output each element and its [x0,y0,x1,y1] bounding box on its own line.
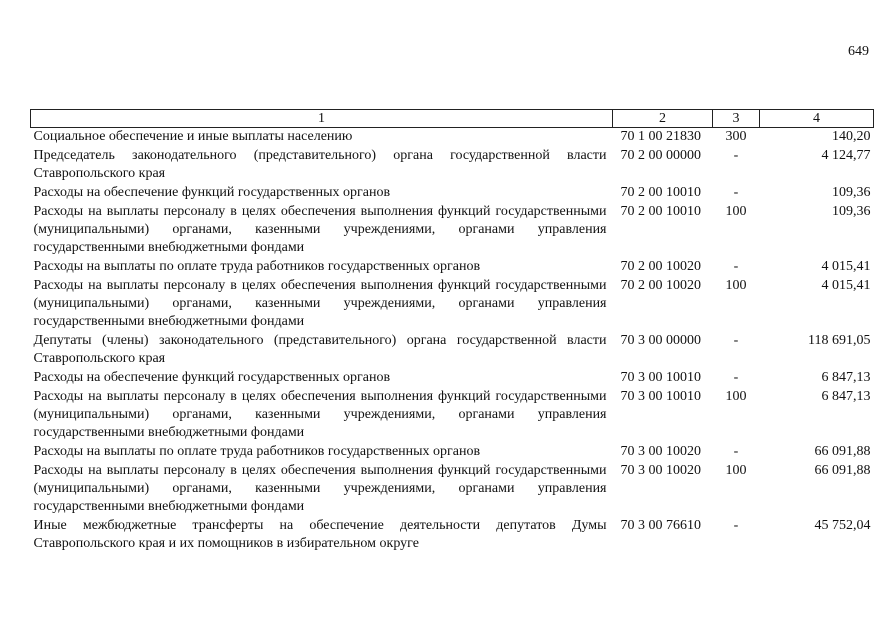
row-code: 70 2 00 10020 [620,278,701,293]
row-name: Расходы на выплаты по оплате труда работников государственных органов [33,444,481,459]
row-sum: 6 847,13 [821,389,871,404]
table-header [31,110,874,128]
row-name: Расходы на выплаты персоналу в целях обеспечения выполнения функций государственными (муниципальными) органами, казенными учреждениями, органами управления государственными внебюджетными фондами [33,204,607,255]
row-type: 100 [725,389,747,404]
page-number: 649 [848,44,869,59]
row-code: 70 2 00 10020 [620,259,701,274]
table-row [31,203,874,258]
row-sum: 109,36 [832,185,871,200]
row-sum: 118 691,05 [808,333,871,348]
row-type: - [733,518,739,533]
row-code: 70 3 00 10010 [620,370,701,385]
table-row [31,443,874,462]
table-row [31,462,874,517]
row-code: 70 1 00 21830 [620,129,701,144]
table-row [31,147,874,184]
row-code: 70 2 00 10010 [620,204,701,219]
row-type: 100 [725,463,747,478]
row-sum: 6 847,13 [821,370,871,385]
row-type: - [733,148,739,163]
table-row [31,369,874,388]
row-name: Социальное обеспечение и иные выплаты населению [33,129,353,144]
row-sum: 66 091,88 [814,444,871,459]
row-type: 100 [725,204,747,219]
row-type: - [733,185,739,200]
table-body [31,128,874,555]
row-name: Расходы на выплаты персоналу в целях обеспечения выполнения функций государственными (муниципальными) органами, казенными учреждениями, органами управления государственными внебюджетными фондами [33,463,607,514]
row-sum: 4 124,77 [821,148,871,163]
header-col-3: 3 [713,110,760,128]
table-row [31,332,874,369]
row-name: Расходы на выплаты по оплате труда работников государственных органов [33,259,481,274]
row-name: Председатель законодательного (представительного) органа государственной власти Ставропольского края [33,148,607,181]
table-row [31,517,874,554]
row-code: 70 2 00 10010 [620,185,701,200]
row-type: - [733,444,739,459]
row-sum: 45 752,04 [814,518,871,533]
table-row [31,258,874,277]
header-col-2: 2 [613,110,713,128]
row-type: - [733,259,739,274]
table-row [31,184,874,203]
budget-table [30,109,874,554]
row-code: 70 3 00 10010 [620,389,701,404]
row-name: Расходы на обеспечение функций государственных органов [33,185,391,200]
table-row [31,388,874,443]
row-sum: 4 015,41 [821,259,871,274]
row-code: 70 3 00 10020 [620,444,701,459]
row-sum: 4 015,41 [821,278,871,293]
row-type: 100 [725,278,747,293]
row-type: 300 [725,129,747,144]
row-name: Иные межбюджетные трансферты на обеспечение деятельности депутатов Думы Ставропольского края и их помощников в избирательном округе [33,518,607,551]
row-name: Расходы на обеспечение функций государственных органов [33,370,391,385]
row-code: 70 3 00 00000 [620,333,701,348]
row-code: 70 2 00 00000 [620,148,701,163]
row-name: Расходы на выплаты персоналу в целях обеспечения выполнения функций государственными (муниципальными) органами, казенными учреждениями, органами управления государственными внебюджетными фондами [33,278,607,329]
row-code: 70 3 00 76610 [620,518,701,533]
row-code: 70 3 00 10020 [620,463,701,478]
row-sum: 109,36 [832,204,871,219]
row-sum: 66 091,88 [814,463,871,478]
table-row [31,128,874,148]
row-type: - [733,370,739,385]
row-type: - [733,333,739,348]
row-name: Депутаты (члены) законодательного (представительного) органа государственной власти Ставропольского края [33,333,607,366]
header-row [31,110,874,128]
header-col-4: 4 [760,110,874,128]
table-row [31,277,874,332]
row-sum: 140,20 [832,129,871,144]
header-col-1: 1 [31,110,613,128]
row-name: Расходы на выплаты персоналу в целях обеспечения выполнения функций государственными (муниципальными) органами, казенными учреждениями, органами управления государственными внебюджетными фондами [33,389,607,440]
